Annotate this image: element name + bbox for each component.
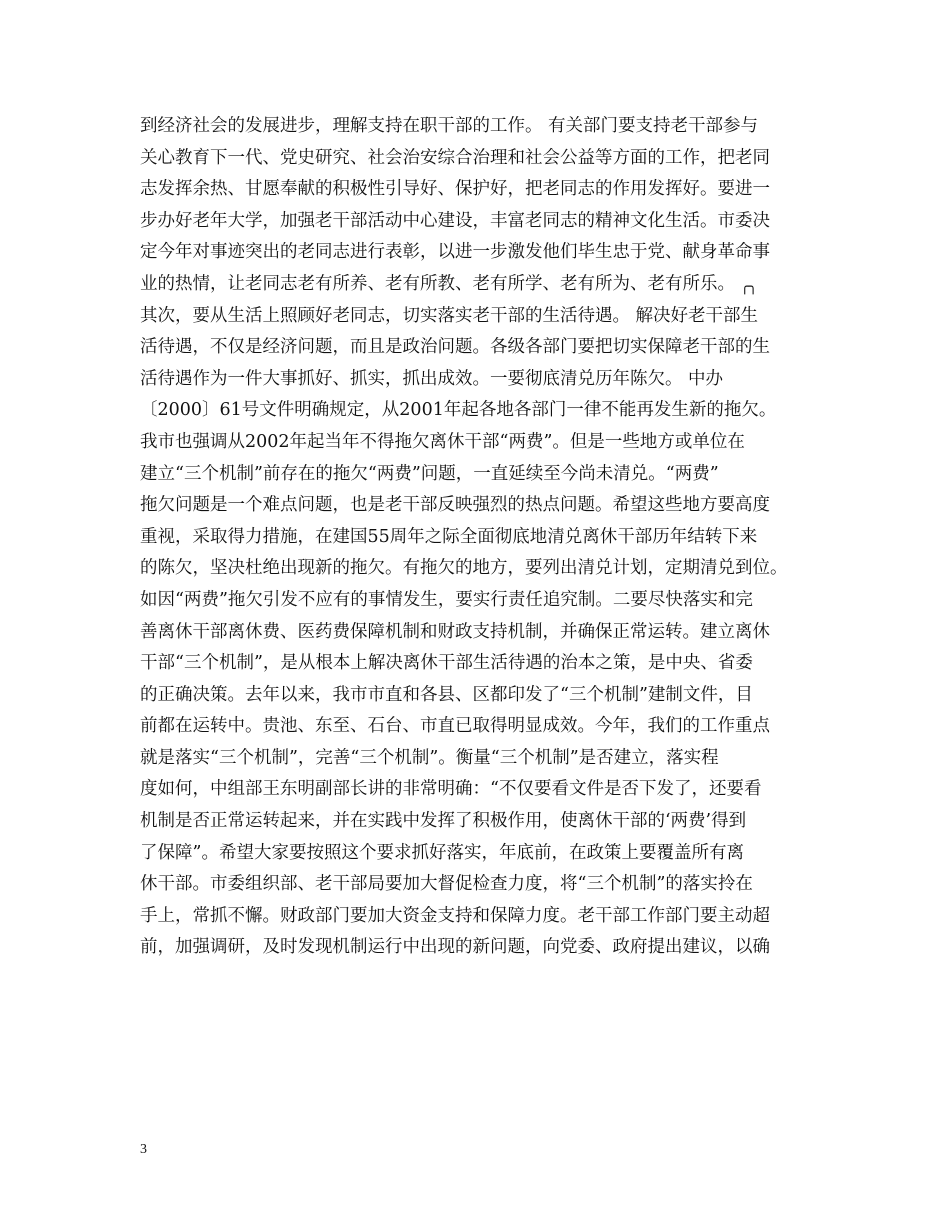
page-number: 3 [140, 1142, 147, 1157]
text-line-10: 〔2000〕61号文件明确规定，从2001年起各地各部门一律不能再发生新的拖欠。 [140, 400, 777, 421]
paragraph-mark-icon: ╭╮ [740, 278, 758, 295]
text-line-22: 度如何，中组部王东明副部长讲的非常明确：“不仅要看文件是否下发了，还要看 [140, 779, 762, 800]
text-line-23: 机制是否正常运转起来，并在实践中发挥了积极作用，使离休干部的‘两费’得到 [140, 811, 747, 832]
text-line-26: 手上，常抓不懈。财政部门要加大资金支持和保障力度。老干部工作部门要主动超 [140, 905, 770, 926]
text-line-11: 我市也强调从2002年起当年不得拖欠离休干部“两费”。但是一些地方或单位在 [140, 431, 745, 452]
text-line-18: 干部“三个机制”，是从根本上解决离休干部生活待遇的治本之策，是中央、省委 [140, 653, 753, 674]
text-line-4: 步办好老年大学，加强老干部活动中心建设，丰富老同志的精神文化生活。市委决 [140, 210, 770, 231]
text-line-24: 了保障”。希望大家要按照这个要求抓好落实，年底前，在政策上要覆盖所有离 [140, 842, 744, 863]
text-line-14: 重视，采取得力措施，在建国55周年之际全面彻底地清兑离休干部历年结转下来 [140, 526, 758, 547]
text-line-27: 前，加强调研，及时发现机制运行中出现的新问题，向党委、政府提出建议，以确 [140, 937, 770, 958]
text-line-12: 建立“三个机制”前存在的拖欠“两费”问题，一直延续至今尚未清兑。“两费” [140, 463, 719, 484]
text-line-25: 休干部。市委组织部、老干部局要加大督促检查力度，将“三个机制”的落实拎在 [140, 874, 753, 895]
text-line-2: 关心教育下一代、党史研究、社会治安综合治理和社会公益等方面的工作，把老同 [140, 147, 770, 168]
text-line-17: 善离休干部离休费、医药费保障机制和财政支持机制，并确保正常运转。建立离休 [140, 621, 770, 642]
text-line-6-content: 业的热情，让老同志老有所养、老有所教、老有所学、老有所为、老有所乐。 [140, 273, 741, 294]
text-line-5: 定今年对事迹突出的老同志进行表彰，以进一步激发他们毕生忠于党、献身革命事 [140, 242, 770, 263]
text-line-1: 到经济社会的发展进步，理解支持在职干部的工作。 有关部门要支持老干部参与 [140, 116, 759, 136]
text-line-19: 的正确决策。去年以来，我市市直和各县、区都印发了“三个机制”建制文件，目 [140, 684, 753, 705]
text-line-16: 如因“两费”拖欠引发不应有的事情发生，要实行责任追究制。二要尽快落实和完 [140, 589, 753, 610]
text-line-8: 活待遇，不仅是经济问题，而且是政治问题。各级各部门要把切实保障老干部的生 [140, 337, 770, 358]
text-line-6 [140, 269, 820, 301]
body-text [140, 111, 820, 964]
text-line-15: 的陈欠，坚决杜绝出现新的拖欠。有拖欠的地方，要列出清兑计划，定期清兑到位。 [140, 558, 788, 579]
text-line-3: 志发挥余热、甘愿奉献的积极性引导好、保护好，把老同志的作用发挥好。要进一 [140, 179, 770, 200]
text-line-21: 就是落实“三个机制”，完善“三个机制”。衡量“三个机制”是否建立，落实程 [140, 747, 719, 768]
text-line-9: 活待遇作为一件大事抓好、抓实，抓出成效。一要彻底清兑历年陈欠。 中办 [140, 368, 724, 389]
text-line-7: 其次，要从生活上照顾好老同志，切实落实老干部的生活待遇。 解决好老干部生 [140, 305, 759, 326]
text-line-20: 前都在运转中。贵池、东至、石台、市直已取得明显成效。今年，我们的工作重点 [140, 716, 770, 737]
text-line-13: 拖欠问题是一个难点问题，也是老干部反映强烈的热点问题。希望这些地方要高度 [140, 495, 770, 516]
